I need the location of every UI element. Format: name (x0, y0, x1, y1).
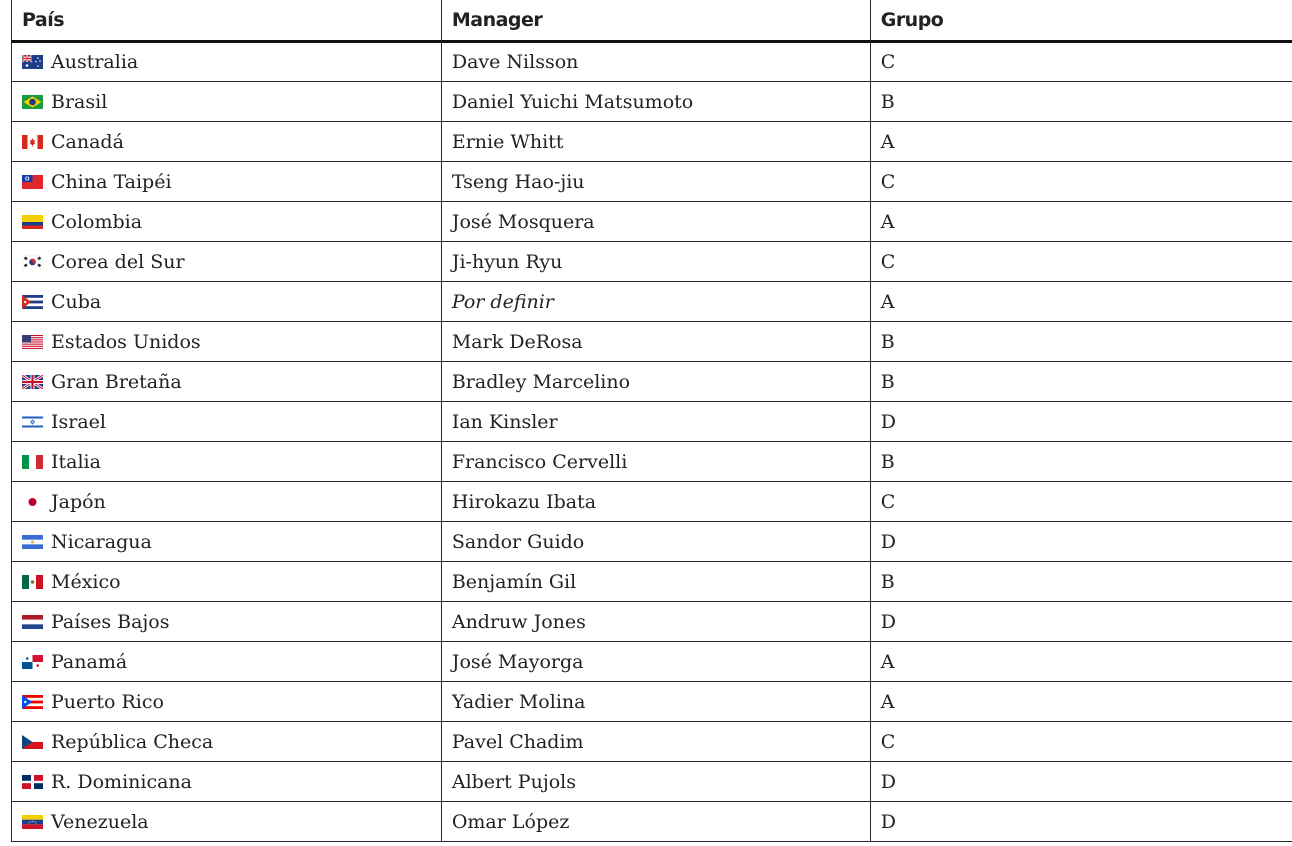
country-cell (12, 242, 442, 282)
manager-column-header[interactable]: Manager (441, 0, 870, 42)
table-row (12, 442, 1292, 482)
manager-cell: Hirokazu Ibata (441, 482, 870, 522)
table-row (12, 402, 1292, 442)
group-cell: D (870, 762, 1292, 802)
manager-cell: Ian Kinsler (441, 402, 870, 442)
country-name: Israel (51, 410, 106, 433)
group-cell: C (870, 162, 1292, 202)
manager-cell: Pavel Chadim (441, 722, 870, 762)
flag-venezuela-icon (22, 815, 43, 829)
manager-cell: Ji-hyun Ryu (441, 242, 870, 282)
table-row (12, 162, 1292, 202)
group-cell: D (870, 522, 1292, 562)
manager-cell: Dave Nilsson (441, 42, 870, 82)
country-name: Canadá (51, 130, 124, 153)
country-cell (12, 202, 442, 242)
table-row (12, 322, 1292, 362)
manager-cell: Bradley Marcelino (441, 362, 870, 402)
table-row (12, 242, 1292, 282)
manager-cell: Benjamín Gil (441, 562, 870, 602)
country-cell (12, 522, 442, 562)
header-row (12, 0, 1292, 42)
table-row (12, 802, 1292, 842)
flag-usa-icon (22, 335, 43, 349)
country-cell (12, 402, 442, 442)
manager-cell: Francisco Cervelli (441, 442, 870, 482)
manager-cell: Tseng Hao-jiu (441, 162, 870, 202)
country-name: Países Bajos (51, 610, 170, 633)
manager-cell: José Mayorga (441, 642, 870, 682)
flag-cuba-icon (22, 295, 43, 309)
group-cell: A (870, 122, 1292, 162)
group-cell: B (870, 562, 1292, 602)
country-name: Japón (51, 490, 106, 513)
manager-cell: Daniel Yuichi Matsumoto (441, 82, 870, 122)
group-cell: D (870, 602, 1292, 642)
flag-canada-icon (22, 135, 43, 149)
manager-cell: Sandor Guido (441, 522, 870, 562)
flag-czech-republic-icon (22, 735, 43, 749)
group-cell: B (870, 82, 1292, 122)
manager-cell: Yadier Molina (441, 682, 870, 722)
country-name: Venezuela (51, 810, 149, 833)
group-cell: B (870, 362, 1292, 402)
country-cell (12, 802, 442, 842)
flag-italy-icon (22, 455, 43, 469)
flag-south-korea-icon (22, 255, 43, 269)
group-cell: A (870, 642, 1292, 682)
group-cell: C (870, 722, 1292, 762)
country-name: Estados Unidos (51, 330, 201, 353)
country-name: República Checa (51, 730, 214, 753)
country-name: Gran Bretaña (51, 370, 182, 393)
flag-australia-icon (22, 55, 43, 69)
group-cell: D (870, 802, 1292, 842)
flag-mexico-icon (22, 575, 43, 589)
managers-table (11, 0, 1292, 842)
country-cell (12, 642, 442, 682)
manager-cell: Por definir (441, 282, 870, 322)
table-row (12, 642, 1292, 682)
table-row (12, 202, 1292, 242)
country-column-header[interactable]: País (12, 0, 442, 42)
group-cell: C (870, 42, 1292, 82)
table-row (12, 762, 1292, 802)
table-row (12, 682, 1292, 722)
flag-great-britain-icon (22, 375, 43, 389)
country-cell (12, 722, 442, 762)
country-cell (12, 42, 442, 82)
table-row (12, 602, 1292, 642)
table-row (12, 522, 1292, 562)
country-name: Puerto Rico (51, 690, 164, 713)
group-cell: C (870, 242, 1292, 282)
country-name: Cuba (51, 290, 102, 313)
flag-panama-icon (22, 655, 43, 669)
country-name: China Taipéi (51, 170, 172, 193)
table-row (12, 82, 1292, 122)
table-row (12, 562, 1292, 602)
manager-cell: Omar López (441, 802, 870, 842)
flag-chinese-taipei-icon (22, 175, 43, 189)
flag-nicaragua-icon (22, 535, 43, 549)
table-row (12, 42, 1292, 82)
group-column-header[interactable]: Grupo (870, 0, 1292, 42)
country-name: Corea del Sur (51, 250, 185, 273)
country-cell (12, 602, 442, 642)
group-cell: A (870, 682, 1292, 722)
country-cell (12, 762, 442, 802)
manager-cell: José Mosquera (441, 202, 870, 242)
country-cell (12, 162, 442, 202)
country-name: Colombia (51, 210, 143, 233)
flag-puerto-rico-icon (22, 695, 43, 709)
manager-cell: Albert Pujols (441, 762, 870, 802)
group-cell: B (870, 322, 1292, 362)
manager-cell: Andruw Jones (441, 602, 870, 642)
country-name: Italia (51, 450, 101, 473)
country-cell (12, 442, 442, 482)
table-row (12, 122, 1292, 162)
group-cell: C (870, 482, 1292, 522)
group-cell: B (870, 442, 1292, 482)
flag-brazil-icon (22, 95, 43, 109)
table-row (12, 722, 1292, 762)
flag-japan-icon (22, 495, 43, 509)
country-cell (12, 122, 442, 162)
country-name: Nicaragua (51, 530, 152, 553)
country-name: Panamá (51, 650, 128, 673)
country-cell (12, 482, 442, 522)
manager-cell: Mark DeRosa (441, 322, 870, 362)
group-cell: D (870, 402, 1292, 442)
flag-colombia-icon (22, 215, 43, 229)
country-cell (12, 82, 442, 122)
country-name: Brasil (51, 90, 108, 113)
table-row (12, 362, 1292, 402)
manager-cell: Ernie Whitt (441, 122, 870, 162)
group-cell: A (870, 282, 1292, 322)
country-name: Australia (51, 51, 139, 73)
table-row (12, 282, 1292, 322)
country-cell (12, 562, 442, 602)
country-cell (12, 362, 442, 402)
country-name: R. Dominicana (51, 770, 192, 793)
flag-dominican-republic-icon (22, 775, 43, 789)
group-cell: A (870, 202, 1292, 242)
country-name: México (51, 570, 121, 593)
country-cell (12, 682, 442, 722)
flag-israel-icon (22, 415, 43, 429)
table-row (12, 482, 1292, 522)
country-cell (12, 282, 442, 322)
country-cell (12, 322, 442, 362)
flag-netherlands-icon (22, 615, 43, 629)
